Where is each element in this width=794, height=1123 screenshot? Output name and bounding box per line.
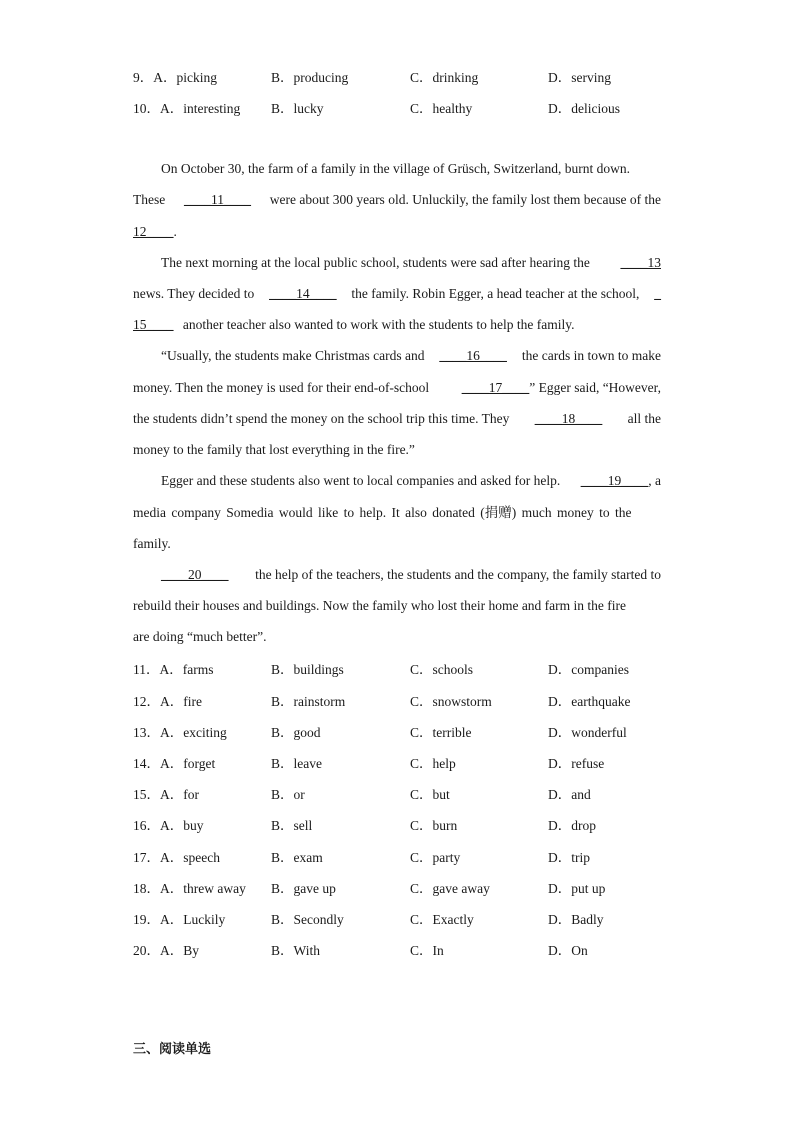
passage-text: the help of the teachers, the students and the company, the family started to <box>255 567 661 582</box>
passage-text: family. <box>133 536 171 551</box>
blank-18: ____18____ <box>534 411 603 426</box>
blank-11: ____11____ <box>183 192 251 207</box>
option-a: 12．A．fire <box>133 694 202 709</box>
option-9-b: B．producing <box>271 70 349 85</box>
option-d: D．and <box>548 787 591 802</box>
option-c: C．schools <box>410 662 474 677</box>
option-d: D．On <box>548 943 588 958</box>
blank-15-lead: _ <box>654 286 661 301</box>
option-c: C．terrible <box>410 725 472 740</box>
passage-text: rebuild their houses and buildings. Now the family who lost their home and farm in the fire <box>133 598 627 613</box>
option-c: C．snowstorm <box>410 694 492 709</box>
option-a: 20．A．By <box>133 943 200 958</box>
option-9-d: D．serving <box>548 70 611 85</box>
option-d: D．Badly <box>548 912 604 927</box>
passage-text: were about 300 years old. Unluckily, the family lost them because of the <box>269 192 661 207</box>
passage-p2-line2 <box>133 284 661 304</box>
option-d: D．refuse <box>548 756 605 771</box>
option-a: 15．A．for <box>133 787 199 802</box>
passage-text: news. They decided to <box>133 286 255 301</box>
question-11-options <box>133 658 661 678</box>
passage-p4-line3 <box>133 534 661 554</box>
option-c: C．help <box>410 756 456 771</box>
passage-text: media company Somedia would like to help. It also donated (捐赠) much money to the <box>133 505 632 520</box>
option-10-d: D．delicious <box>548 101 620 116</box>
question-15-options <box>133 783 661 803</box>
option-c: C．Exactly <box>410 912 474 927</box>
passage-text: , a <box>648 473 661 488</box>
option-b: B．good <box>271 725 321 740</box>
passage-text: “Usually, the students make Christmas cards and <box>161 348 425 363</box>
option-b: B．With <box>271 943 320 958</box>
passage-text: The next morning at the local public school, students were sad after hearing the <box>161 255 590 270</box>
option-b: B．gave up <box>271 881 336 896</box>
question-10-options <box>133 97 661 117</box>
blank-13: ____13 <box>620 255 661 270</box>
option-b: B．Secondly <box>271 912 344 927</box>
question-19-options <box>133 908 661 928</box>
passage-p1-line3 <box>133 222 661 242</box>
question-12-options <box>133 690 661 710</box>
passage-text: money. Then the money is used for their end-of-school <box>133 380 430 395</box>
option-d: D．put up <box>548 881 606 896</box>
blank-17: ____17____ <box>461 380 530 395</box>
option-a: 11．A．farms <box>133 662 214 677</box>
passage-text: the students didn’t spend the money on the school trip this time. They <box>133 411 510 426</box>
option-c: C．gave away <box>410 881 490 896</box>
passage-text: money to the family that lost everything in the fire.” <box>133 442 415 457</box>
option-a: 16．A．buy <box>133 818 204 833</box>
question-14-options <box>133 752 661 772</box>
passage-p5-line1 <box>133 565 661 585</box>
passage-text: are doing “much better”. <box>133 629 267 644</box>
passage-text: another teacher also wanted to work with the students to help the family. <box>182 317 575 332</box>
passage-p3-line2 <box>133 378 661 398</box>
passage-text: Egger and these students also went to local companies and asked for help. <box>161 473 561 488</box>
option-a: 17．A．speech <box>133 850 220 865</box>
option-d: D．wonderful <box>548 725 627 740</box>
passage-p3-line3 <box>133 409 661 429</box>
question-16-options <box>133 814 661 834</box>
passage-p5-line3 <box>133 627 661 647</box>
option-b: B．rainstorm <box>271 694 346 709</box>
option-b: B．sell <box>271 818 313 833</box>
blank-12: 12____ <box>133 224 174 239</box>
option-b: B．leave <box>271 756 322 771</box>
passage-p4-line1 <box>133 471 661 491</box>
blank-19: ____19____ <box>580 473 649 488</box>
option-a: 19．A．Luckily <box>133 912 226 927</box>
option-c: C．burn <box>410 818 458 833</box>
passage-text: On October 30, the farm of a family in the village of Grüsch, Switzerland, burnt down. <box>161 161 630 176</box>
option-d: D．trip <box>548 850 590 865</box>
blank-20: ____20____ <box>161 567 229 582</box>
option-a: 14．A．forget <box>133 756 216 771</box>
option-c: C．In <box>410 943 444 958</box>
passage-text: the cards in town to make <box>521 348 661 363</box>
option-b: B．or <box>271 787 305 802</box>
option-9-a: 9．A．picking <box>133 70 217 85</box>
option-d: D．drop <box>548 818 596 833</box>
passage-p3-line1 <box>133 346 661 366</box>
passage-text: . <box>173 224 177 239</box>
passage-text: These <box>133 192 166 207</box>
option-9-c: C．drinking <box>410 70 479 85</box>
question-18-options <box>133 877 661 897</box>
option-a: 13．A．exciting <box>133 725 227 740</box>
option-10-c: C．healthy <box>410 101 473 116</box>
option-10-b: B．lucky <box>271 101 324 116</box>
question-17-options <box>133 846 661 866</box>
passage-text: ” Egger said, “However, <box>529 380 661 395</box>
passage-p2-line3 <box>133 315 661 335</box>
passage-text: all the <box>627 411 661 426</box>
passage-p3-line4 <box>133 440 661 460</box>
section-title: 三、阅读单选 <box>133 1042 212 1057</box>
option-d: D．earthquake <box>548 694 631 709</box>
option-c: C．party <box>410 850 461 865</box>
blank-16: ____16____ <box>439 348 507 363</box>
passage-p1-line2 <box>133 190 661 210</box>
option-c: C．but <box>410 787 450 802</box>
option-b: B．exam <box>271 850 323 865</box>
blank-15: 15____ <box>133 317 174 332</box>
passage-p2-line1 <box>133 253 661 273</box>
option-a: 18．A．threw away <box>133 881 246 896</box>
question-9-options <box>133 66 661 86</box>
passage-text: the family. Robin Egger, a head teacher at the school, <box>351 286 640 301</box>
passage-p1-line1 <box>133 159 661 179</box>
option-d: D．companies <box>548 662 629 677</box>
question-20-options <box>133 939 661 959</box>
option-10-a: 10．A．interesting <box>133 101 241 116</box>
question-13-options <box>133 721 661 741</box>
blank-14: ____14____ <box>269 286 337 301</box>
passage-p4-line2 <box>133 503 661 523</box>
option-b: B．buildings <box>271 662 344 677</box>
passage-p5-line2 <box>133 596 661 616</box>
